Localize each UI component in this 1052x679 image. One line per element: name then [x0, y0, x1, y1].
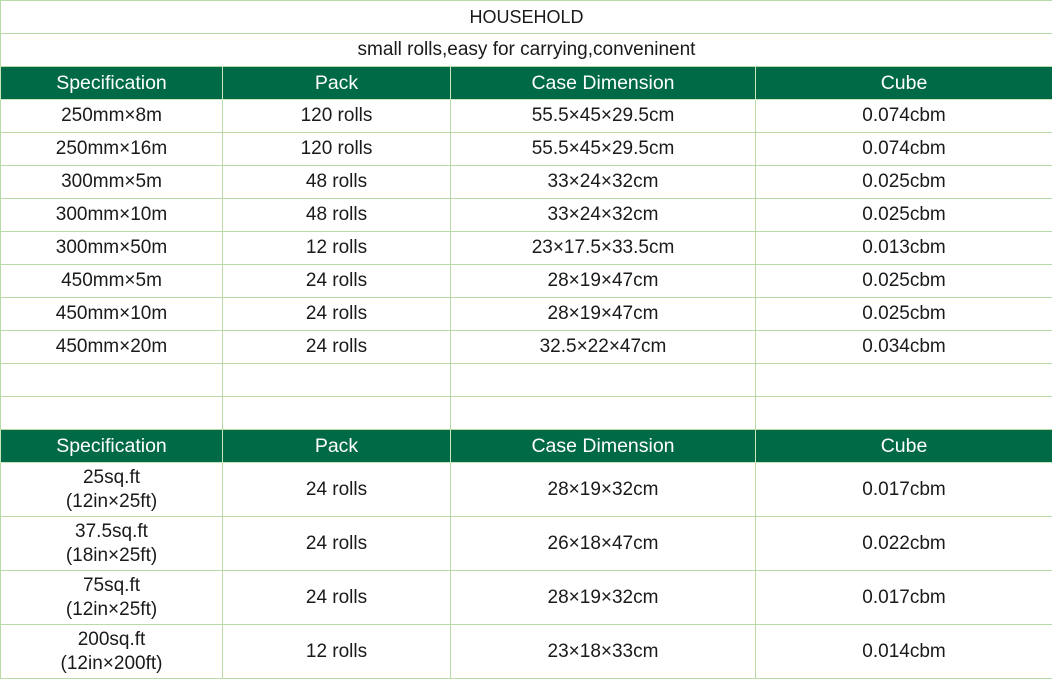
spec-area: 75sq.ft: [82, 574, 141, 596]
pack-cell: 48 rolls: [223, 199, 451, 232]
pack-cell: 24 rolls: [223, 298, 451, 331]
pack-cell: 24 rolls: [223, 517, 451, 571]
table-row: [1, 571, 1052, 625]
header-pack: Pack: [223, 430, 451, 463]
cube-cell: 0.074cbm: [756, 100, 1052, 133]
case-cell: 33×24×32cm: [451, 166, 756, 199]
spec-cell: 250mm×8m: [1, 100, 223, 133]
header-case-dimension: Case Dimension: [451, 67, 756, 100]
blank-row: [1, 364, 1052, 397]
table1-header-row: [1, 67, 1052, 100]
table-row: [1, 265, 1052, 298]
blank-cell: [756, 397, 1052, 430]
table-row: [1, 463, 1052, 517]
header-pack: Pack: [223, 67, 451, 100]
blank-row: [1, 397, 1052, 430]
spec-cell: 450mm×5m: [1, 265, 223, 298]
cube-cell: 0.014cbm: [756, 625, 1052, 679]
pack-cell: 24 rolls: [223, 265, 451, 298]
cube-cell: 0.025cbm: [756, 166, 1052, 199]
spec-cell: [1, 463, 223, 517]
spec-cell: 300mm×5m: [1, 166, 223, 199]
case-cell: 23×18×33cm: [451, 625, 756, 679]
blank-cell: [451, 397, 756, 430]
table2-header-row: [1, 430, 1052, 463]
cube-cell: 0.034cbm: [756, 331, 1052, 364]
spec-cell: [1, 571, 223, 625]
table-row: [1, 100, 1052, 133]
case-cell: 28×19×47cm: [451, 298, 756, 331]
pack-cell: 120 rolls: [223, 133, 451, 166]
table-row: [1, 517, 1052, 571]
spec-cell: 450mm×20m: [1, 331, 223, 364]
spec-area: 200sq.ft: [77, 628, 146, 650]
spec-size: (12in×25ft): [65, 598, 158, 620]
header-specification: Specification: [1, 430, 223, 463]
spec-size: (18in×25ft): [65, 544, 158, 566]
case-cell: 55.5×45×29.5cm: [451, 133, 756, 166]
header-cube: Cube: [756, 430, 1052, 463]
case-cell: 26×18×47cm: [451, 517, 756, 571]
title-row: [1, 1, 1052, 34]
spec-size: (12in×200ft): [60, 652, 163, 674]
header-specification: Specification: [1, 67, 223, 100]
blank-cell: [223, 364, 451, 397]
spec-cell: 250mm×16m: [1, 133, 223, 166]
spec-area: 37.5sq.ft: [75, 520, 148, 542]
case-cell: 32.5×22×47cm: [451, 331, 756, 364]
table-row: [1, 331, 1052, 364]
spec-size: (12in×25ft): [65, 490, 158, 512]
sheet-subtitle: small rolls,easy for carrying,conveninent: [1, 34, 1052, 67]
table-row: [1, 166, 1052, 199]
table-row: [1, 232, 1052, 265]
header-case-dimension: Case Dimension: [451, 430, 756, 463]
table-row: [1, 199, 1052, 232]
table-row: [1, 625, 1052, 679]
blank-cell: [451, 364, 756, 397]
pack-cell: 48 rolls: [223, 166, 451, 199]
spec-cell: 300mm×50m: [1, 232, 223, 265]
blank-cell: [223, 397, 451, 430]
cube-cell: 0.025cbm: [756, 199, 1052, 232]
cube-cell: 0.017cbm: [756, 571, 1052, 625]
pack-cell: 24 rolls: [223, 331, 451, 364]
cube-cell: 0.022cbm: [756, 517, 1052, 571]
blank-cell: [756, 364, 1052, 397]
cube-cell: 0.025cbm: [756, 298, 1052, 331]
case-cell: 28×19×32cm: [451, 571, 756, 625]
subtitle-row: [1, 34, 1052, 67]
spec-cell: 450mm×10m: [1, 298, 223, 331]
table-row: [1, 133, 1052, 166]
pack-cell: 12 rolls: [223, 232, 451, 265]
header-cube: Cube: [756, 67, 1052, 100]
pack-cell: 120 rolls: [223, 100, 451, 133]
cube-cell: 0.074cbm: [756, 133, 1052, 166]
blank-cell: [1, 364, 223, 397]
blank-cell: [1, 397, 223, 430]
pack-cell: 12 rolls: [223, 625, 451, 679]
case-cell: 55.5×45×29.5cm: [451, 100, 756, 133]
sheet-title: HOUSEHOLD: [1, 1, 1052, 34]
table-row: [1, 298, 1052, 331]
case-cell: 28×19×47cm: [451, 265, 756, 298]
case-cell: 23×17.5×33.5cm: [451, 232, 756, 265]
cube-cell: 0.013cbm: [756, 232, 1052, 265]
spec-cell: [1, 517, 223, 571]
spec-cell: 300mm×10m: [1, 199, 223, 232]
cube-cell: 0.025cbm: [756, 265, 1052, 298]
spec-area: 25sq.ft: [82, 466, 141, 488]
case-cell: 28×19×32cm: [451, 463, 756, 517]
case-cell: 33×24×32cm: [451, 199, 756, 232]
pack-cell: 24 rolls: [223, 571, 451, 625]
pack-cell: 24 rolls: [223, 463, 451, 517]
spec-cell: [1, 625, 223, 679]
cube-cell: 0.017cbm: [756, 463, 1052, 517]
